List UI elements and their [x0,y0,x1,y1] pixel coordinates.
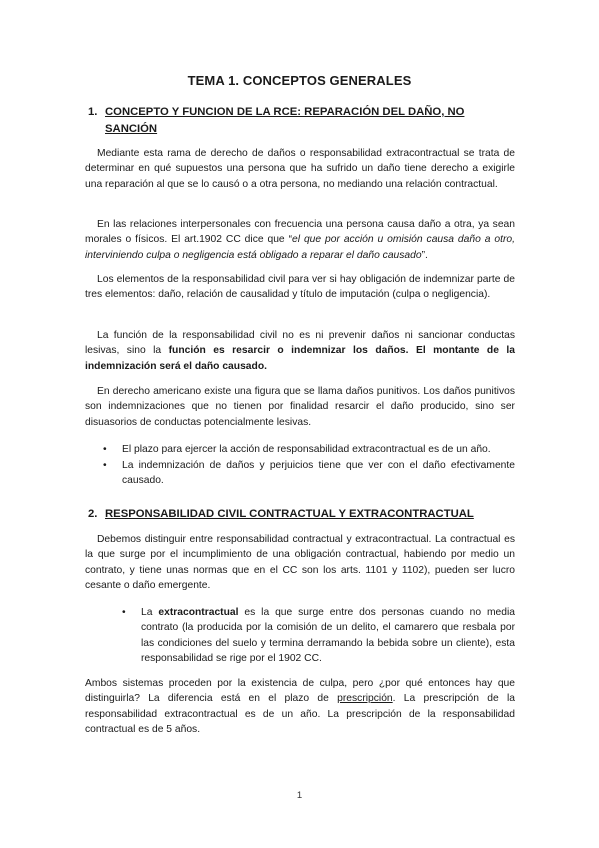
list-item [122,605,515,666]
section-number: 2. [88,508,98,520]
bullet-icon: • [103,444,107,455]
paragraph-text: Ambos sistemas proceden por la existencia de culpa, pero ¿por qué entonces hay que distinguirla? La diferencia está en el plazo de [85,678,515,705]
bold-text: función es resarcir o indemnizar los daños. El montante de la indemnización será el daño causado. [85,345,515,372]
section-heading-text: CONCEPTO Y FUNCION DE LA RCE: REPARACIÓN DEL DAÑO, NO [105,106,465,118]
paragraph [85,146,515,192]
underlined-text: prescripción [337,693,393,705]
list-item-text: La indemnización de daños y perjuicios tiene que ver con el daño efectivamente causado. [122,460,515,487]
section-2-heading [88,506,518,523]
section-heading-text-continued: SANCIÓN [105,123,158,135]
paragraph-text: En derecho americano existe una figura que se llama daños punitivos. Los daños punitivos son indemnizaciones que no tienen por finalidad resarcir el daño producido, sino ser disuasorios de conductas potencialmente lesivas. [85,386,515,428]
paragraph [85,328,515,374]
legal-quote: el que por acción u omisión causa daño a otro, interviniendo culpa o negligencia está obligado a reparar el daño causado [85,234,515,261]
list-item-text-part: es la que surge entre dos personas cuando no media contrato (la producida por la comisión de un delito, el camarero que resbala por las condiciones del suelo y termina derramando la bebida sobre un cliente), esta responsabilidad se rige por el 1902 CC. [141,607,515,664]
list-item-text-part: La [141,607,159,618]
list-item-text: El plazo para ejercer la acción de responsabilidad extracontractual es de un año. [122,444,491,455]
section-heading-text: RESPONSABILIDAD CIVIL CONTRACTUAL Y EXTRACONTRACTUAL [105,508,474,520]
section-number: 1. [88,106,98,118]
list-item [103,442,515,457]
paragraph-text: Debemos distinguir entre responsabilidad contractual y extracontractual. La contractual es la que surge por el incumplimiento de una obligación contractual, habiendo por medio un contrato, y tiene unas normas que en el CC son los arts. 1101 y 1102), pueden ser lucro cesante o daño emergente. [85,534,515,591]
bullet-icon: • [122,607,126,618]
paragraph [85,384,515,430]
paragraph-text: En las relaciones interpersonales con frecuencia una persona causa daño a otra, ya sean morales o físicos. El art.1902 CC dice que “ [85,219,515,246]
list-item-text [141,605,515,666]
list-item [103,458,515,489]
paragraph [85,532,515,593]
paragraph-text: . La prescripción de la responsabilidad extracontractual es de un año. La prescripción de la responsabilidad contractual es de 5 años. [85,693,515,735]
page-title: TEMA 1. CONCEPTOS GENERALES [187,73,412,88]
paragraph [85,676,515,737]
paragraph [85,217,515,263]
bullet-icon: • [103,460,107,471]
paragraph-text: ”. [421,249,428,261]
paragraph-text: Mediante esta rama de derecho de daños o responsabilidad extracontractual se trata de determinar en qué supuestos una persona que ha sufrido un daño tiene derecho a exigirle una reparación al que se lo causó o a otra persona, no mediando una relación contractual. [85,148,515,190]
paragraph [85,272,515,303]
page-number: 1 [296,790,303,801]
bold-text: extracontractual [158,607,239,618]
paragraph-text: Los elementos de la responsabilidad civil para ver si hay obligación de indemnizar parte de tres elementos: daño, relación de causalidad y título de imputación (culpa o negligencia). [85,274,515,301]
paragraph-text: La función de la responsabilidad civil no es ni prevenir daños ni sancionar conductas lesivas, sino la [85,330,515,357]
section-1-heading [88,104,518,138]
